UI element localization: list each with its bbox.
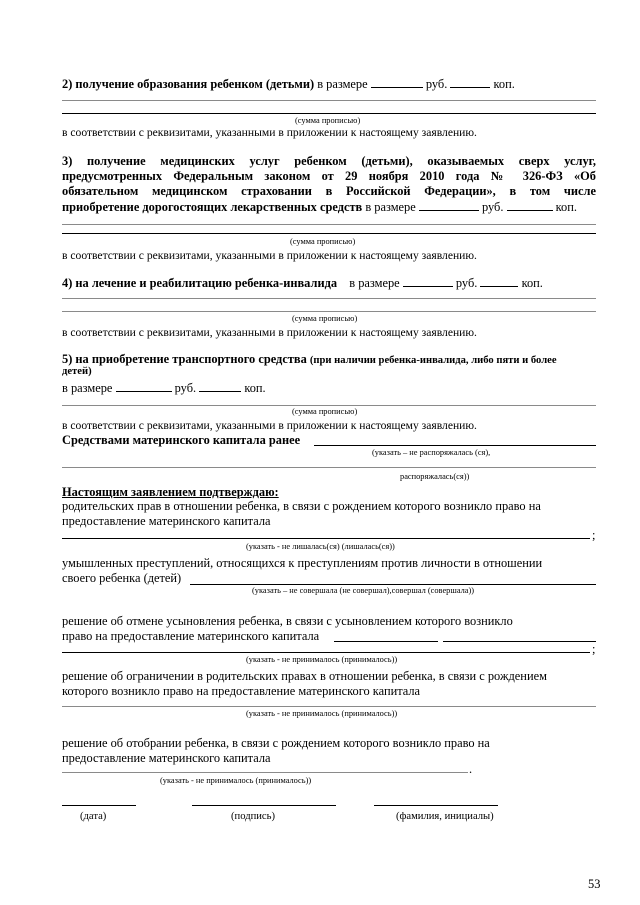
s3-line4-bold: приобретение дорогостоящих лекарственных средств [62,200,363,214]
p5-end: . [469,762,473,776]
s2-caption: (сумма прописью) [295,116,361,125]
s5-amount-words-line[interactable] [62,405,596,406]
p1-semicolon: ; [592,528,596,542]
s4-kop-label: коп. [521,276,543,290]
s5-kop-field[interactable] [199,381,241,392]
p2-line1: умышленных преступлений, относящихся к преступлениям против личности в отношении [62,556,543,570]
s2-requisites: в соответствии с реквизитами, указанными в приложении к настоящему заявлению. [62,126,477,139]
s5-rub-field[interactable] [116,381,172,392]
s5-requisites: в соответствии с реквизитами, указанными в приложении к настоящему заявлению. [62,419,477,432]
s5-line1 [62,353,557,367]
prior-caption-2: распоряжалась(ся)) [400,472,470,481]
s3-line3: обязательном медицинском страховании в Российской Федерации», в том числе [62,184,596,198]
s3-kop-label: коп. [555,200,577,214]
s4-kop-field[interactable] [480,276,518,287]
p3-line1: решение об отмене усыновления ребенка, в связи с усыновлением которого возникло [62,614,513,628]
s2-amount-words-line-2[interactable] [62,113,596,114]
p2-caption: (указать – не совершала (не совершал),совершал (совершала)) [252,586,475,595]
s4-caption: (сумма прописью) [292,314,358,323]
s3-caption: (сумма прописью) [290,237,356,246]
p1-field[interactable] [62,538,590,539]
s4-amount-label: в размере [349,276,400,290]
s3-line4 [62,200,577,213]
p1-caption: (указать - не лишалась(ся) (лишалась(ся)) [246,542,395,551]
s4-amount-words-line-2[interactable] [62,311,596,312]
prior-field-2[interactable] [62,467,596,468]
s2-rub-field[interactable] [371,77,423,88]
p5-line2: предоставление материнского капитала [62,751,271,765]
s3-rub-field[interactable] [419,200,479,211]
s3-rub-label: руб. [481,200,504,214]
p3-field-3[interactable] [62,652,590,653]
confirm-heading: Настоящим заявлением подтверждаю: [62,485,279,499]
date-field[interactable] [62,805,136,806]
s4-lead: 4) на лечение и реабилитацию ребенка-инвалида [62,276,338,290]
s2-amount-words-line-1[interactable] [62,100,596,101]
s4-rub-label: руб. [455,276,478,290]
s3-line1: 3) получение медицинских услуг ребенком (детьми), оказываемых сверх услуг, [62,154,596,168]
p4-field[interactable] [62,706,596,707]
s5-note-b: детей) [62,366,92,377]
s4-requisites: в соответствии с реквизитами, указанными в приложении к настоящему заявлению. [62,326,477,339]
s5-caption: (сумма прописью) [292,407,358,416]
s3-amount-words-line-2[interactable] [62,233,596,234]
p2-line2: своего ребенка (детей) [62,571,182,585]
s3-line2: предусмотренных Федеральным законом от 29 ноября 2010 года № 326-ФЗ «Об [62,169,596,183]
prior-caption-1: (указать – не распоряжалась (ся), [372,448,491,457]
p3-semicolon: ; [592,642,596,656]
s3-requisites: в соответствии с реквизитами, указанными в приложении к настоящему заявлению. [62,249,477,262]
s3-kop-field[interactable] [507,200,553,211]
p5-caption: (указать - не принималось (принималось)) [160,776,312,785]
signature-field[interactable] [192,805,336,806]
s2-kop-label: коп. [493,77,515,91]
p4-line2: которого возникло право на предоставление материнского капитала [62,684,421,698]
prior-field[interactable] [314,445,596,446]
s2-line [62,77,515,90]
s2-amount-label: в размере [317,77,368,91]
p3-caption: (указать - не принималось (принималось)) [246,655,398,664]
p4-caption: (указать - не принималось (принималось)) [246,709,398,718]
name-field[interactable] [374,805,498,806]
page-number: 53 [588,877,601,891]
p1-line2: предоставление материнского капитала [62,514,271,528]
date-caption: (дата) [80,811,107,822]
p5-field[interactable] [62,772,468,773]
s5-rub-label: руб. [174,381,197,395]
p1-line1: родительских прав в отношении ребенка, в связи с рождением которого возникло право на [62,499,541,513]
s4-amount-words-line-1[interactable] [62,298,596,299]
p4-line1: решение об ограничении в родительских правах в отношении ребенка, в связи с рождением [62,669,547,683]
s5-lead: 5) на приобретение транспортного средства [62,352,307,366]
p3-field-2[interactable] [443,641,596,642]
name-caption: (фамилия, инициалы) [396,811,494,822]
s2-rub-label: руб. [425,77,448,91]
s2-kop-field[interactable] [450,77,490,88]
s4-rub-field[interactable] [403,276,453,287]
s2-lead: 2) получение образования ребенком (детьми) [62,77,315,91]
p5-line1: решение об отобрании ребенка, в связи с рождением которого возникло право на [62,736,490,750]
s4-line [62,276,543,289]
s3-amount-words-line-1[interactable] [62,224,596,225]
s5-note-a: (при наличии ребенка-инвалида, либо пяти и более [309,355,557,366]
signature-caption: (подпись) [231,811,275,822]
p3-line2: право на предоставление материнского капитала [62,629,320,643]
p2-field[interactable] [190,584,596,585]
prior-label: Средствами материнского капитала ранее [62,433,301,447]
s3-amount-label: в размере [365,200,416,214]
s5-amount-label: в размере [62,381,113,395]
s5-kop-label: коп. [244,381,266,395]
p3-field-1[interactable] [334,641,438,642]
s5-amount-line [62,381,266,394]
